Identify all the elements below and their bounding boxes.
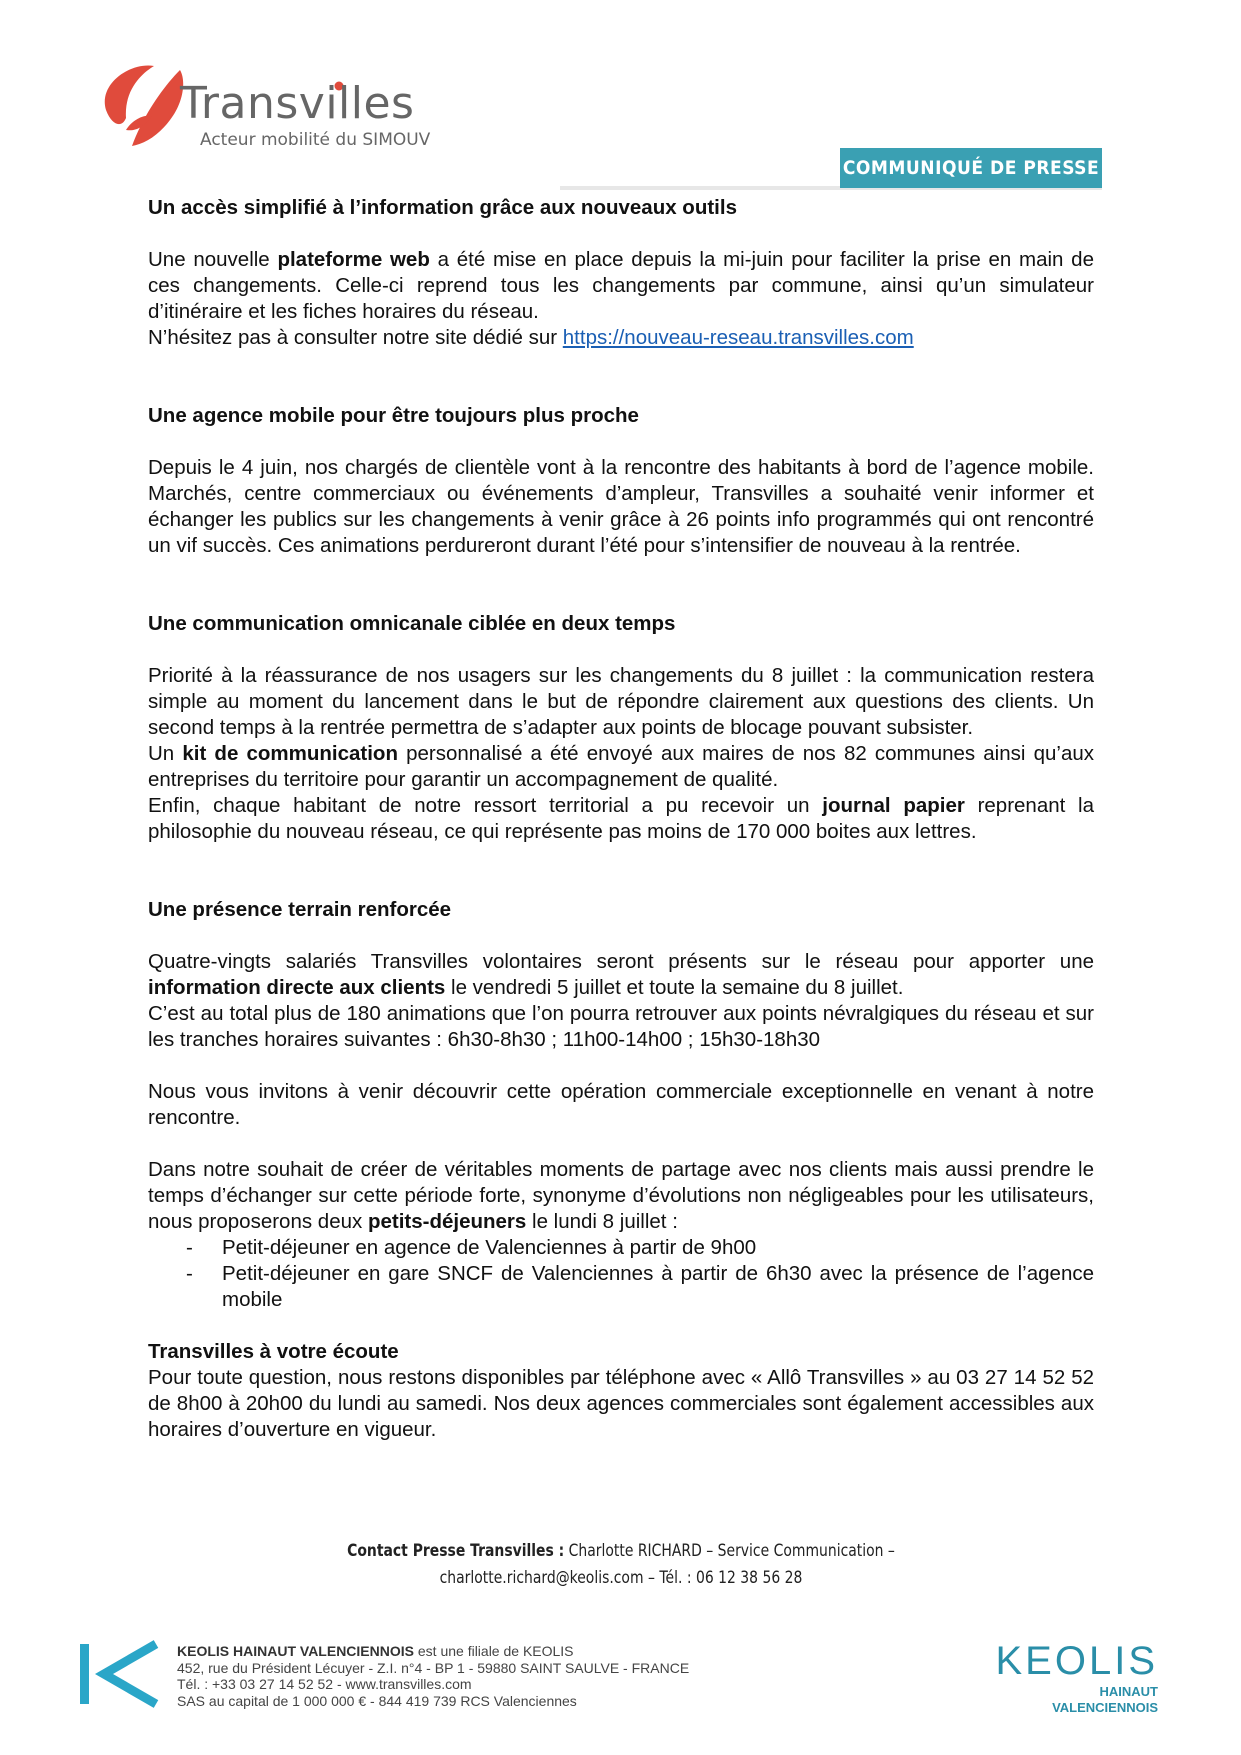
keolis-subtitle bbox=[1030, 1684, 1158, 1716]
contact-line-1 bbox=[233, 1538, 1009, 1565]
paragraph: C’est au total plus de 180 animations que l’on pourra retrouver aux points névralgiques du réseau et sur les tranches horaires suivantes : 6h30-8h30 ; 11h00-14h00 ; 15h30-18h30 bbox=[148, 1002, 1094, 1051]
keolis-sub-2: VALENCIENNOIS bbox=[1052, 1700, 1158, 1715]
section-title: Une présence terrain renforcée bbox=[148, 898, 452, 921]
text: Une nouvelle bbox=[148, 248, 278, 271]
contact-line-2: charlotte.richard@keolis.com – Tél. : 06 12 38 56 28 bbox=[439, 1568, 803, 1588]
text: est une filiale de KEOLIS bbox=[413, 1643, 574, 1659]
text: Enfin, chaque habitant de notre ressort territorial a pu recevoir un bbox=[148, 794, 823, 817]
text: personnalisé a été envoyé aux maires de nos 82 communes ainsi qu’aux entreprises du territoire pour garantir un accompagnement de qualité. bbox=[148, 742, 1094, 791]
paragraph: Nous vous invitons à venir découvrir cette opération commerciale exceptionnelle en venant à notre rencontre. bbox=[148, 1080, 1094, 1129]
dash-bullet: - bbox=[186, 1236, 193, 1259]
paragraph bbox=[148, 247, 1094, 325]
dash-bullet: - bbox=[186, 1262, 193, 1285]
list-item-text: Petit-déjeuner en gare SNCF de Valenciennes à partir de 6h30 avec la présence de l’agence mobile bbox=[222, 1262, 1094, 1311]
section-listening bbox=[148, 1339, 1094, 1443]
paragraph: Pour toute question, nous restons disponibles par téléphone avec « Allô Transvilles » au 03 27 14 52 52 de 8h00 à 20h00 du lundi au samedi. Nos deux agences commerciales sont également accessibles aux horaires d’ouverture en vigueur. bbox=[148, 1366, 1094, 1441]
bold-text: petits-déjeuners bbox=[367, 1210, 527, 1233]
keolis-logo bbox=[950, 1640, 1160, 1680]
bold-text: journal papier bbox=[822, 794, 965, 817]
section-communication bbox=[148, 611, 1094, 845]
text: Quatre-vingts salariés Transvilles volontaires seront présents sur le réseau pour apporter une bbox=[148, 950, 1094, 973]
footer-address: 452, rue du Président Lécuyer - Z.I. n°4 - BP 1 - 59880 SAINT SAULVE - FRANCE bbox=[177, 1659, 690, 1676]
text: Un bbox=[148, 742, 183, 765]
text: reprenant la philosophie du nouveau réseau, ce qui représente pas moins de 170 000 boites aux lettres. bbox=[148, 794, 1094, 843]
footer-capital: SAS au capital de 1 000 000 € - 844 419 739 RCS Valenciennes bbox=[177, 1692, 577, 1709]
press-release-badge: COMMUNIQUÉ DE PRESSE bbox=[840, 148, 1102, 188]
paragraph bbox=[148, 949, 1094, 1001]
paragraph bbox=[148, 741, 1094, 793]
contact-label: Contact Presse Transvilles : bbox=[347, 1541, 565, 1561]
text: le vendredi 5 juillet et toute la semaine du 8 juillet. bbox=[445, 976, 904, 999]
footer-phone: Tél. : +33 03 27 14 52 52 - www.transvilles.com bbox=[177, 1676, 472, 1692]
footer-legal bbox=[177, 1643, 689, 1709]
paragraph: Depuis le 4 juin, nos chargés de clientèle vont à la rencontre des habitants à bord de l’agence mobile. Marchés, centre commerciaux ou événements d’ampleur, Transvilles a souhaité venir informer et échanger les publics sur les changements à venir grâce à 26 points info programmés qui ont rencontré un vif succès. Ces animations perdureront durant l’été pour s’intensifier de nouveau à la rentrée. bbox=[148, 456, 1094, 557]
bold-text: plateforme web bbox=[277, 248, 430, 271]
text: a été mise en place depuis la mi-juin pour faciliter la prise en main de ces changements. Celle-ci reprend tous les changements par commune, ainsi qu’un simulateur d’itinéraire et les fiches horaires du réseau. bbox=[148, 248, 1094, 323]
section-tools bbox=[148, 195, 1094, 351]
footer-company-line bbox=[177, 1643, 689, 1660]
keolis-sub-1: HAINAUT bbox=[1099, 1684, 1158, 1699]
section-title: Transvilles à votre écoute bbox=[148, 1340, 399, 1363]
company-name: KEOLIS HAINAUT VALENCIENNOIS bbox=[177, 1643, 414, 1659]
section-title: Un accès simplifié à l’information grâce aux nouveaux outils bbox=[148, 196, 737, 219]
contact-name: Charlotte RICHARD – Service Communication – bbox=[564, 1541, 895, 1561]
paragraph bbox=[148, 325, 1094, 351]
paragraph bbox=[148, 1157, 1094, 1235]
section-title: Une communication omnicanale ciblée en deux temps bbox=[148, 612, 676, 635]
list-item-text: Petit-déjeuner en agence de Valenciennes à partir de 9h00 bbox=[222, 1236, 757, 1259]
breakfast-list bbox=[148, 1235, 1094, 1313]
text: le lundi 8 juillet : bbox=[526, 1210, 678, 1233]
paragraph bbox=[148, 793, 1094, 845]
brand-tagline: Acteur mobilité du SIMOUV bbox=[200, 130, 431, 150]
section-field-presence bbox=[148, 897, 1094, 1313]
bold-text: kit de communication bbox=[182, 742, 398, 765]
paragraph: Priorité à la réassurance de nos usagers sur les changements du 8 juillet : la communication restera simple au moment du lancement dans le but de répondre clairement aux questions des clients. Un second temps à la rentrée permettra de s’adapter aux points de blocage pouvant subsister. bbox=[148, 664, 1094, 739]
section-mobile-agency bbox=[148, 403, 1094, 559]
press-contact bbox=[233, 1538, 1009, 1592]
brand-name: Transvilles bbox=[180, 78, 415, 129]
keolis-k-icon bbox=[80, 1640, 160, 1708]
bold-text: information directe aux clients bbox=[148, 976, 446, 999]
keolis-wordmark: KEOLIS bbox=[995, 1640, 1158, 1680]
website-link[interactable]: https://nouveau-reseau.transvilles.com bbox=[562, 326, 914, 349]
text: Dans notre souhait de créer de véritables moments de partage avec nos clients mais aussi prendre le temps d’échanger sur cette période forte, synonyme d’évolutions non négligeables pour les utilisateurs, nous proposerons deux bbox=[148, 1158, 1094, 1233]
list-item bbox=[148, 1235, 1094, 1261]
document-body bbox=[148, 195, 1094, 1443]
list-item bbox=[148, 1261, 1094, 1313]
text: N’hésitez pas à consulter notre site dédié sur bbox=[148, 326, 563, 349]
section-title: Une agence mobile pour être toujours plus proche bbox=[148, 404, 639, 427]
